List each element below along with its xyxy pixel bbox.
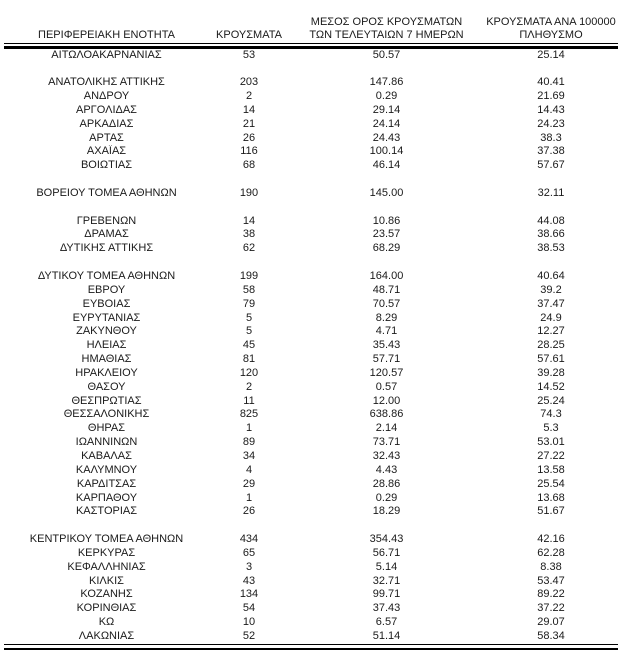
cases-cell: 68 xyxy=(242,159,256,172)
cases-cell: 26 xyxy=(242,131,256,144)
cases-cell: 5 xyxy=(245,325,253,338)
cases-cell: 203 xyxy=(239,76,259,89)
table-row xyxy=(4,450,618,464)
region-cell: ΓΡΕΒΕΝΩΝ xyxy=(76,214,137,227)
column-header-per-100k-line2: ΠΛΗΘΥΣΜΟ xyxy=(519,29,583,41)
column-header-region-label: ΠΕΡΙΦΕΡΕΙΑΚΗ ΕΝΟΤΗΤΑ xyxy=(38,29,175,41)
cases-cell: 190 xyxy=(239,186,259,199)
table-row xyxy=(4,339,618,353)
per100k-cell: 14.52 xyxy=(537,380,565,393)
region-cell: ΔΥΤΙΚΗΣ ΑΤΤΙΚΗΣ xyxy=(59,242,154,255)
avg7-cell: 147.86 xyxy=(369,76,404,89)
avg7-cell: 24.14 xyxy=(372,117,401,130)
table-row xyxy=(4,630,618,644)
table-header xyxy=(4,6,618,44)
per100k-cell: 53.01 xyxy=(537,436,565,449)
cases-cell: 26 xyxy=(242,505,256,518)
avg7-cell: 70.57 xyxy=(372,297,401,310)
region-cell: ΘΑΣΟΥ xyxy=(87,380,126,393)
avg7-cell: 56.71 xyxy=(372,546,401,559)
region-cell: ΑΙΤΩΛΟΑΚΑΡΝΑΝΙΑΣ xyxy=(51,48,162,61)
table-row xyxy=(4,478,618,492)
cases-cell: 38 xyxy=(242,228,256,241)
per100k-cell: 25.54 xyxy=(537,477,565,490)
per100k-cell: 14.43 xyxy=(537,103,565,116)
cases-cell: 14 xyxy=(242,214,256,227)
per100k-cell: 38.3 xyxy=(540,131,562,144)
cases-cell: 2 xyxy=(245,90,253,103)
spacer-row xyxy=(4,519,618,533)
table-row xyxy=(4,187,618,201)
region-cell: ΚΕΦΑΛΛΗΝΙΑΣ xyxy=(67,560,146,573)
avg7-cell: 164.00 xyxy=(369,270,404,282)
region-cell: ΑΡΤΑΣ xyxy=(89,131,124,144)
region-cell: ΙΩΑΝΝΙΝΩΝ xyxy=(75,436,138,449)
table-row xyxy=(4,492,618,506)
cases-cell: 4 xyxy=(245,463,253,476)
column-header-per-100k-line1: ΚΡΟΥΣΜΑΤΑ ΑΝΑ 100000 xyxy=(486,16,616,28)
per100k-cell: 57.61 xyxy=(537,353,565,366)
region-cell: ΗΛΕΙΑΣ xyxy=(86,339,127,352)
cases-cell: 10 xyxy=(242,616,256,629)
spacer-row xyxy=(4,201,618,215)
table-row xyxy=(4,90,618,104)
per100k-cell: 89.22 xyxy=(537,588,565,601)
column-header-7day-average xyxy=(289,16,484,42)
table-row xyxy=(4,215,618,229)
per100k-cell: 5.3 xyxy=(543,422,559,435)
region-cell: ΚΑΣΤΟΡΙΑΣ xyxy=(75,505,138,518)
region-cell: ΘΗΡΑΣ xyxy=(87,422,126,435)
cases-cell: 81 xyxy=(242,353,256,366)
column-header-per-100k xyxy=(484,16,618,42)
cases-cell: 3 xyxy=(245,560,253,573)
region-cell: ΚΟΡΙΝΘΙΑΣ xyxy=(76,602,137,615)
avg7-cell: 5.14 xyxy=(375,560,398,573)
avg7-cell: 0.29 xyxy=(375,90,398,103)
region-cell: ΕΥΒΟΙΑΣ xyxy=(82,297,131,310)
spacer-row xyxy=(4,256,618,270)
per100k-cell: 25.24 xyxy=(537,394,565,407)
avg7-cell: 28.86 xyxy=(372,477,401,490)
table-row xyxy=(4,270,618,284)
per100k-cell: 32.11 xyxy=(537,186,565,199)
table-row xyxy=(4,132,618,146)
table-row xyxy=(4,395,618,409)
column-header-7day-average-line2: ΤΩΝ ΤΕΛΕΥΤΑΙΩΝ 7 ΗΜΕΡΩΝ xyxy=(309,29,464,41)
avg7-cell: 0.57 xyxy=(375,380,398,393)
table-row xyxy=(4,145,618,159)
table-row xyxy=(4,284,618,298)
avg7-cell: 12.00 xyxy=(372,394,401,407)
per100k-cell: 39.28 xyxy=(537,366,565,379)
avg7-cell: 23.57 xyxy=(372,228,401,241)
avg7-cell: 37.43 xyxy=(372,602,401,615)
region-cell: ΚΑΛΥΜΝΟΥ xyxy=(75,463,138,476)
cases-cell: 43 xyxy=(242,574,256,587)
region-cell: ΗΜΑΘΙΑΣ xyxy=(81,353,132,366)
per100k-cell: 38.66 xyxy=(537,228,565,241)
region-cell: ΚΩ xyxy=(98,616,115,629)
cases-cell: 79 xyxy=(242,297,256,310)
table-row xyxy=(4,588,618,602)
region-cell: ΚΕΝΤΡΙΚΟΥ ΤΟΜΕΑ ΑΘΗΝΩΝ xyxy=(29,533,184,546)
per100k-cell: 27.22 xyxy=(537,449,565,462)
region-cell: ΗΡΑΚΛΕΙΟΥ xyxy=(75,366,138,379)
table-row xyxy=(4,616,618,630)
bottom-thin-rule xyxy=(4,644,618,645)
avg7-cell: 46.14 xyxy=(372,159,401,172)
region-cell: ΚΟΖΑΝΗΣ xyxy=(80,588,133,601)
table-row xyxy=(4,533,618,547)
table-row xyxy=(4,505,618,519)
per100k-cell: 37.22 xyxy=(537,602,565,615)
avg7-cell: 638.86 xyxy=(369,408,404,421)
table-row xyxy=(4,561,618,575)
cases-cell: 21 xyxy=(242,117,256,130)
avg7-cell: 24.43 xyxy=(372,131,401,144)
avg7-cell: 29.14 xyxy=(372,103,401,116)
per100k-cell: 40.64 xyxy=(537,270,565,282)
per100k-cell: 25.14 xyxy=(537,48,565,61)
avg7-cell: 0.29 xyxy=(375,491,398,504)
cases-cell: 134 xyxy=(239,588,259,601)
per100k-cell: 29.07 xyxy=(537,616,565,629)
avg7-cell: 10.86 xyxy=(372,214,401,227)
cases-cell: 199 xyxy=(239,270,259,282)
region-cell: ΑΝΑΤΟΛΙΚΗΣ ΑΤΤΙΚΗΣ xyxy=(48,76,165,89)
spacer-row xyxy=(4,62,618,76)
cases-cell: 1 xyxy=(245,422,253,435)
table-row xyxy=(4,118,618,132)
region-cell: ΚΕΡΚΥΡΑΣ xyxy=(77,546,136,559)
region-cell: ΔΥΤΙΚΟΥ ΤΟΜΕΑ ΑΘΗΝΩΝ xyxy=(37,270,176,282)
avg7-cell: 32.43 xyxy=(372,449,401,462)
per100k-cell: 21.69 xyxy=(537,90,565,103)
cases-cell: 58 xyxy=(242,283,256,296)
region-cell: ΚΑΡΠΑΘΟΥ xyxy=(75,491,138,504)
cases-cell: 825 xyxy=(239,408,259,421)
avg7-cell: 6.57 xyxy=(375,616,398,629)
cases-cell: 120 xyxy=(239,366,259,379)
table-row xyxy=(4,242,618,256)
cases-cell: 34 xyxy=(242,449,256,462)
region-cell: ΑΡΚΑΔΙΑΣ xyxy=(79,117,134,130)
per100k-cell: 28.25 xyxy=(537,339,565,352)
per100k-cell: 44.08 xyxy=(537,214,565,227)
table-row xyxy=(4,159,618,173)
table-row xyxy=(4,381,618,395)
cases-cell: 434 xyxy=(239,533,259,546)
table-row xyxy=(4,547,618,561)
table-row xyxy=(4,575,618,589)
per100k-cell: 51.67 xyxy=(537,505,565,518)
region-cell: ΚΑΒΑΛΑΣ xyxy=(81,449,132,462)
region-cell: ΔΡΑΜΑΣ xyxy=(84,228,129,241)
avg7-cell: 18.29 xyxy=(372,505,401,518)
per100k-cell: 42.16 xyxy=(537,533,565,546)
avg7-cell: 100.14 xyxy=(369,145,404,158)
region-cell: ΑΡΓΟΛΙΔΑΣ xyxy=(76,103,137,116)
table-row xyxy=(4,602,618,616)
cases-cell: 5 xyxy=(245,311,253,324)
cases-cell: 11 xyxy=(243,394,255,407)
per100k-cell: 12.27 xyxy=(537,325,565,338)
per100k-cell: 40.41 xyxy=(537,76,565,89)
table-row xyxy=(4,325,618,339)
table-row xyxy=(4,367,618,381)
cases-cell: 65 xyxy=(242,546,256,559)
region-cell: ΑΧΑΪΑΣ xyxy=(86,145,127,158)
avg7-cell: 120.57 xyxy=(369,366,404,379)
region-cell: ΘΕΣΣΑΛΟΝΙΚΗΣ xyxy=(63,408,150,421)
cases-cell: 14 xyxy=(242,103,256,116)
table-row xyxy=(4,298,618,312)
column-header-cases-label: ΚΡΟΥΣΜΑΤΑ xyxy=(216,29,282,41)
column-header-region xyxy=(4,29,209,42)
cases-cell: 52 xyxy=(242,629,256,642)
region-cell: ΒΟΙΩΤΙΑΣ xyxy=(80,159,133,172)
region-cell: ΑΝΔΡΟΥ xyxy=(83,90,130,103)
per100k-cell: 39.2 xyxy=(540,283,562,296)
avg7-cell: 32.71 xyxy=(372,574,401,587)
avg7-cell: 51.14 xyxy=(372,629,401,642)
table-body xyxy=(4,49,618,644)
avg7-cell: 68.29 xyxy=(372,242,401,255)
cases-cell: 29 xyxy=(242,477,256,490)
region-cell: ΕΒΡΟΥ xyxy=(87,283,126,296)
avg7-cell: 73.71 xyxy=(372,436,401,449)
column-header-7day-average-line1: ΜΕΣΟΣ ΟΡΟΣ ΚΡΟΥΣΜΑΤΩΝ xyxy=(310,16,463,28)
per100k-cell: 62.28 xyxy=(537,546,565,559)
avg7-cell: 4.43 xyxy=(375,463,398,476)
spacer-row xyxy=(4,173,618,187)
per100k-cell: 53.47 xyxy=(537,574,565,587)
per100k-cell: 37.47 xyxy=(537,297,565,310)
per100k-cell: 58.34 xyxy=(537,629,565,642)
cases-cell: 62 xyxy=(242,242,256,255)
per100k-cell: 74.3 xyxy=(540,408,562,421)
table-row xyxy=(4,408,618,422)
avg7-cell: 4.71 xyxy=(375,325,398,338)
region-cell: ΕΥΡΥΤΑΝΙΑΣ xyxy=(72,311,141,324)
per100k-cell: 13.58 xyxy=(537,463,565,476)
per100k-cell: 57.67 xyxy=(537,159,565,172)
cases-cell: 89 xyxy=(242,436,256,449)
table-row xyxy=(4,464,618,478)
cases-cell: 1 xyxy=(245,491,253,504)
per100k-cell: 8.38 xyxy=(540,560,562,573)
region-cell: ΖΑΚΥΝΘΟΥ xyxy=(76,325,137,338)
cases-cell: 116 xyxy=(240,145,258,158)
table-row xyxy=(4,76,618,90)
table-row xyxy=(4,228,618,242)
region-cell: ΒΟΡΕΙΟΥ ΤΟΜΕΑ ΑΘΗΝΩΝ xyxy=(36,186,177,199)
cases-cell: 2 xyxy=(245,380,253,393)
cases-cell: 53 xyxy=(242,48,256,61)
avg7-cell: 35.43 xyxy=(372,339,401,352)
cases-cell: 54 xyxy=(242,602,256,615)
per100k-cell: 13.68 xyxy=(537,491,565,504)
table-row xyxy=(4,312,618,326)
table-row xyxy=(4,422,618,436)
cases-cell: 45 xyxy=(242,339,256,352)
per100k-cell: 24.23 xyxy=(537,117,565,130)
table-row xyxy=(4,49,618,63)
avg7-cell: 2.14 xyxy=(375,422,398,435)
data-table xyxy=(4,6,618,650)
avg7-cell: 57.71 xyxy=(372,353,401,366)
avg7-cell: 354.43 xyxy=(369,533,404,546)
avg7-cell: 50.57 xyxy=(372,48,401,61)
region-cell: ΛΑΚΩΝΙΑΣ xyxy=(78,629,135,642)
column-header-cases xyxy=(209,29,289,42)
region-cell: ΚΑΡΔΙΤΣΑΣ xyxy=(76,477,137,490)
avg7-cell: 8.29 xyxy=(375,311,398,324)
region-cell: ΘΕΣΠΡΩΤΙΑΣ xyxy=(71,394,142,407)
table-row xyxy=(4,353,618,367)
per100k-cell: 38.53 xyxy=(537,242,565,255)
per100k-cell: 24.9 xyxy=(540,311,562,324)
table-row xyxy=(4,104,618,118)
per100k-cell: 37.38 xyxy=(537,145,565,158)
avg7-cell: 99.71 xyxy=(372,588,401,601)
region-cell: ΚΙΛΚΙΣ xyxy=(89,574,124,587)
avg7-cell: 48.71 xyxy=(372,283,401,296)
avg7-cell: 145.00 xyxy=(369,186,404,199)
table-row xyxy=(4,436,618,450)
